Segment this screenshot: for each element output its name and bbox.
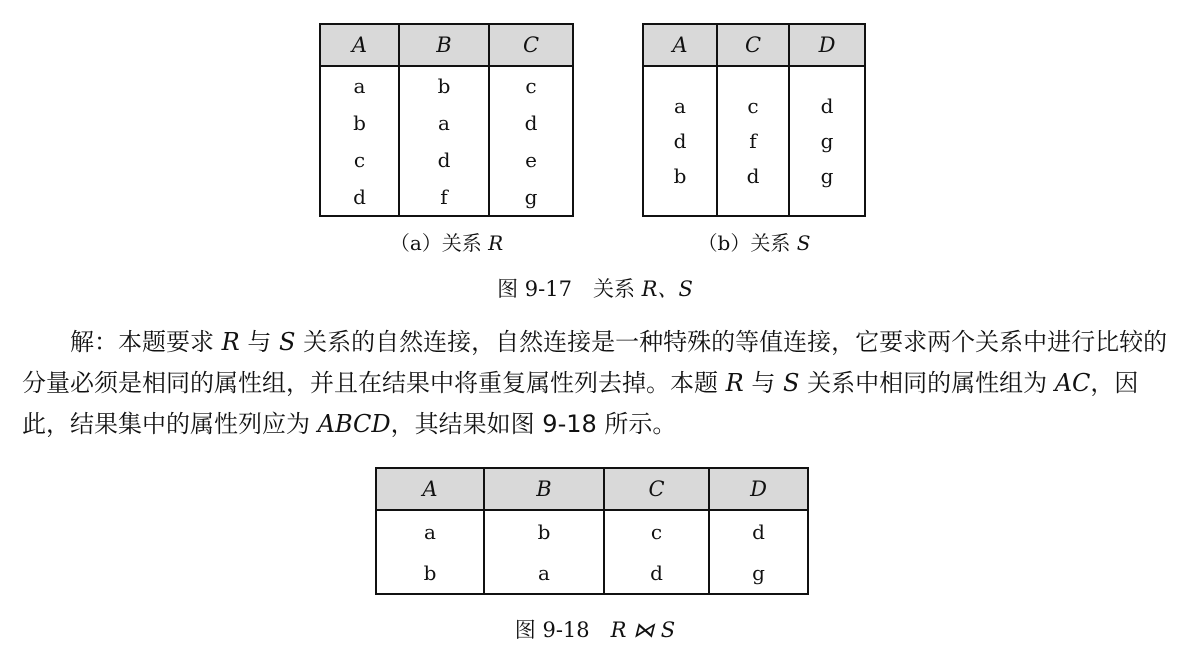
table-column [399,66,489,216]
paragraph-segment: 关系中相同的属性组为 [799,369,1055,397]
column-header: A [320,24,399,66]
sub-caption-r [319,227,574,256]
paragraph-segment: ，因此，结果集中的属性列应为 [22,369,1139,438]
sub-caption-s-prefix: （b）关系 [697,231,797,255]
table-cell: a [353,73,366,98]
table-cell: b [537,519,551,544]
column-header: A [376,468,484,510]
relation-s-table [642,23,866,217]
table-column [376,510,484,594]
sub-caption-r-var: R [488,231,504,255]
table-cell: d [746,164,760,188]
table-cell: a [438,110,450,135]
table-cell: d [820,94,834,118]
paragraph-segment: ，其结果如图 9-18 所示。 [390,410,677,438]
sub-caption-s-var: S [796,231,811,255]
table-cell: b [353,110,366,135]
table-cell: b [437,73,451,98]
table-cell: g [820,129,834,153]
table-cell: e [525,147,537,172]
table-cell: c [525,73,537,98]
paragraph-variable: R [221,328,240,356]
paragraph-segment: 与 [239,328,279,356]
table-column [320,66,399,216]
paragraph-segment: 与 [743,369,783,397]
figure-caption [400,614,790,644]
paragraph-segment: 关系的自然连接，自然连接是一种特殊的等值连接，它要求两个关系中进行比较的分量必须是相同的属性组，并且在结果中将重复属性列去掉。本题 [22,328,1168,397]
table-cell: a [674,94,686,118]
column-header: C [604,468,709,510]
table-column [489,66,573,216]
table-cell: f [440,184,448,209]
table-cell: a [424,519,436,544]
paragraph-variable: AC [1054,369,1091,397]
table-cell: b [423,560,437,585]
column-header: C [489,24,573,66]
table-cell: c [747,94,759,118]
column-header: D [789,24,865,66]
column-header: D [709,468,808,510]
table-cell: a [538,560,550,585]
column-header: A [643,24,717,66]
figure-caption-vars: R ⋈ S [610,618,676,642]
table-cell: g [524,184,538,209]
table-cell: d [353,184,366,209]
sub-caption-r-prefix: （a）关系 [389,231,489,255]
table-cell: g [820,164,834,188]
table-column [484,510,604,594]
paragraph-variable: S [782,369,800,397]
figure-caption-label: 图 9-18 [514,618,611,642]
table-column [604,510,709,594]
table-cell: d [437,147,451,172]
table-cell: g [752,560,765,585]
body-paragraph [22,322,1172,445]
paragraph-variable: S [278,328,296,356]
paragraph-text [22,322,1172,445]
table-cell: d [752,519,765,544]
sub-caption-s [642,227,866,256]
column-header: B [484,468,604,510]
table-cell: d [673,129,687,153]
table-cell: c [650,519,663,544]
table-column [717,66,789,216]
table-column [709,510,808,594]
figure-caption [380,273,810,303]
column-header: C [717,24,789,66]
column-header: B [399,24,489,66]
table-cell: c [353,147,366,172]
figure-caption-label: 图 9-17 关系 [497,277,642,301]
table-cell: d [524,110,538,135]
join-result-table [375,467,809,595]
paragraph-variable: R [725,369,744,397]
paragraph-segment: 解：本题要求 [70,328,222,356]
table-column [643,66,717,216]
table-column [789,66,865,216]
table-cell: d [650,560,663,585]
figure-caption-vars: R、S [641,277,693,301]
relation-r-table [319,23,574,217]
paragraph-variable: ABCD [317,410,391,438]
table-cell: b [673,164,687,188]
table-cell: f [749,129,757,153]
